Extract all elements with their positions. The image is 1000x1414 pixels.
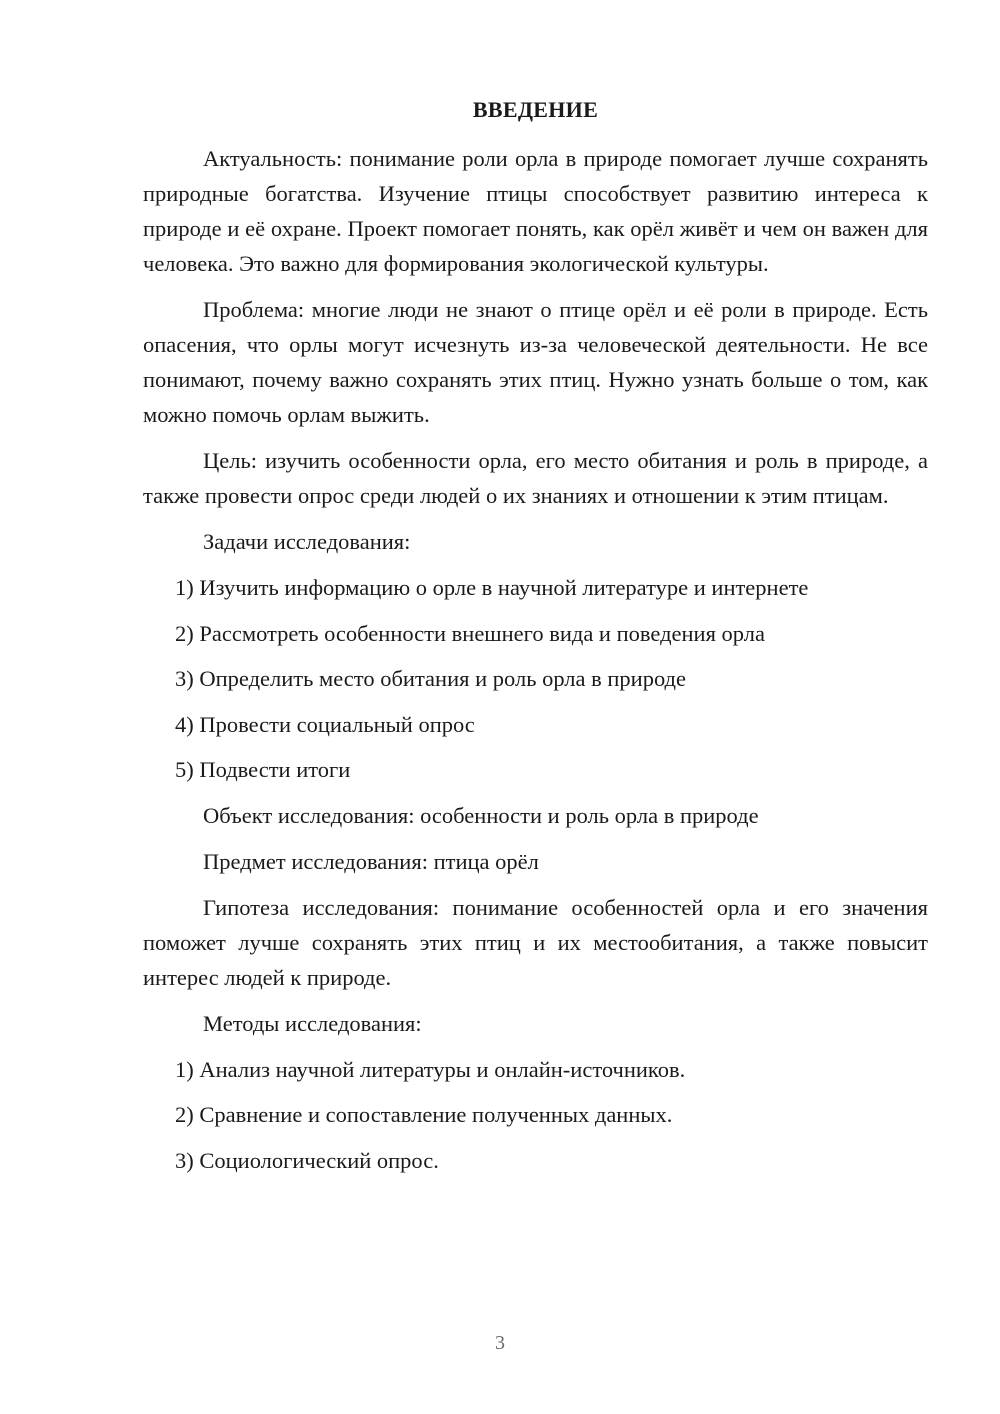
method-item: 1) Анализ научной литературы и онлайн-источников.: [175, 1056, 686, 1082]
section-title: ВВЕДЕНИЕ: [472, 97, 599, 122]
tasks-list: [143, 570, 928, 787]
task-item: 4) Провести социальный опрос: [175, 711, 475, 737]
methods-heading: Методы исследования:: [203, 1010, 422, 1036]
problem-paragraph: Проблема: многие люди не знают о птице орёл и её роли в природе. Есть опасения, что орлы могут исчезнуть из-за человеческой деятельности. Не все понимают, почему важно сохранять этих птиц. Нужно узнать больше о том, как можно помочь орлам выжить.: [143, 297, 928, 427]
document-page: [143, 94, 928, 1188]
subject-paragraph: Предмет исследования: птица орёл: [203, 848, 539, 874]
method-item: 3) Социологический опрос.: [175, 1147, 439, 1173]
page-number: 3: [495, 1332, 505, 1354]
method-item: 2) Сравнение и сопоставление полученных данных.: [175, 1102, 673, 1127]
hypothesis-paragraph: Гипотеза исследования: понимание особенностей орла и его значения поможет лучше сохранять этих птиц и их местообитания, а также повысит интерес людей к природе.: [143, 894, 928, 990]
task-item: 3) Определить место обитания и роль орла в природе: [175, 666, 686, 691]
relevance-paragraph: Актуальность: понимание роли орла в природе помогает лучше сохранять природные богатства. Изучение птицы способствует развитию интереса к природе и её охране. Проект помогает понять, как орёл живёт и чем он важен для человека. Это важно для формирования экологической культуры.: [143, 146, 928, 276]
object-paragraph: Объект исследования: особенности и роль орла в природе: [203, 802, 759, 828]
task-item: 5) Подвести итоги: [175, 757, 351, 782]
tasks-heading: Задачи исследования:: [203, 529, 411, 554]
task-item: 2) Рассмотреть особенности внешнего вида и поведения орла: [175, 620, 765, 646]
methods-list: [143, 1052, 928, 1178]
task-item: 1) Изучить информацию о орле в научной литературе и интернете: [175, 575, 809, 600]
goal-paragraph: Цель: изучить особенности орла, его место обитания и роль в природе, а также провести опрос среди людей о их знаниях и отношении к этим птицам.: [143, 448, 928, 508]
